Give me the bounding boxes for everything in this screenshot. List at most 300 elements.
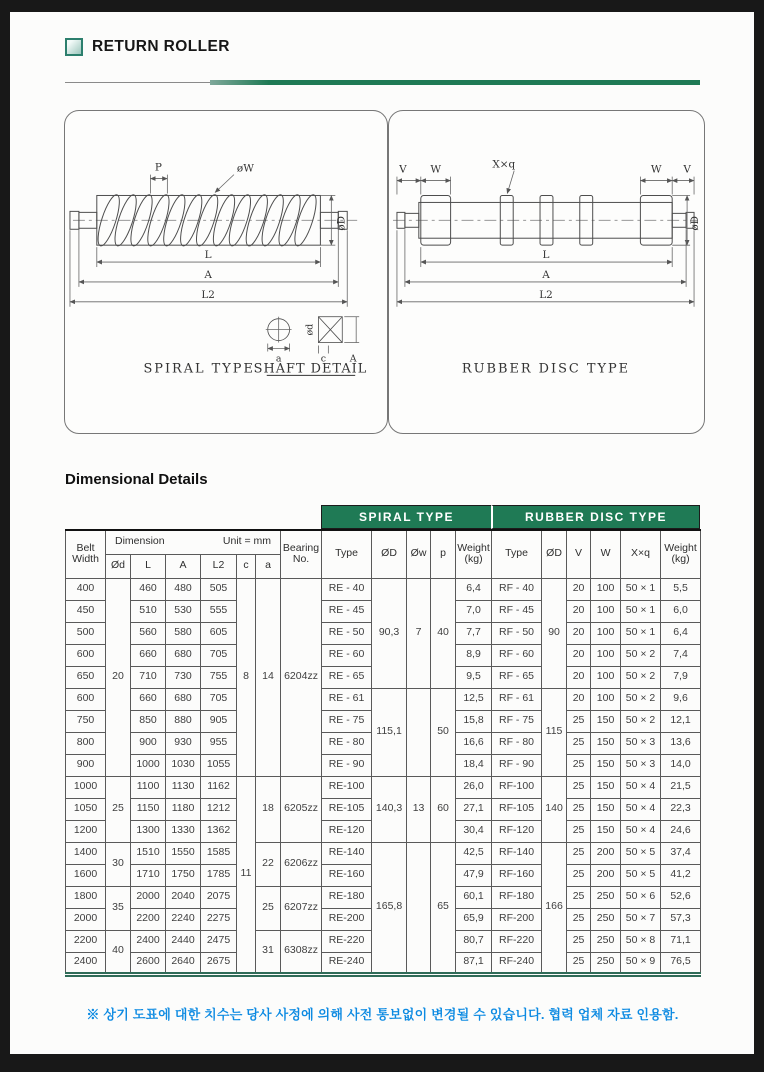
dim-label-v-right: V bbox=[683, 163, 691, 176]
section-bullet-icon bbox=[65, 38, 83, 56]
table-cell: 530 bbox=[166, 600, 201, 622]
table-cell: RF-180 bbox=[492, 886, 542, 908]
table-cell: 50 × 3 bbox=[621, 754, 661, 776]
table-cell: 1800 bbox=[66, 886, 106, 908]
table-cell: 25 bbox=[567, 930, 591, 952]
table-cell: RF - 61 bbox=[492, 688, 542, 710]
table-cell: 650 bbox=[66, 666, 106, 688]
table-cell: 880 bbox=[166, 710, 201, 732]
table-cell: 15,8 bbox=[456, 710, 492, 732]
table-cell: 955 bbox=[201, 732, 237, 754]
table-cell: 13 bbox=[407, 776, 431, 842]
table-cell: 680 bbox=[166, 644, 201, 666]
col-header-L: L bbox=[131, 554, 166, 578]
col-header-spiral-p: p bbox=[431, 530, 456, 578]
table-cell: 14,0 bbox=[661, 754, 701, 776]
table-cell: 65 bbox=[431, 842, 456, 974]
table-cell: 6,0 bbox=[661, 600, 701, 622]
band-rubber-type: RUBBER DISC TYPE bbox=[491, 505, 700, 529]
table-cell: RF-220 bbox=[492, 930, 542, 952]
table-cell: 8,9 bbox=[456, 644, 492, 666]
table-cell: 50 × 9 bbox=[621, 952, 661, 974]
table-cell: 555 bbox=[201, 600, 237, 622]
table-cell: 7 bbox=[407, 578, 431, 688]
dim-label-ow: øW bbox=[236, 162, 254, 175]
table-cell: 50 × 2 bbox=[621, 666, 661, 688]
table-cell: 22,3 bbox=[661, 798, 701, 820]
table-cell: 7,9 bbox=[661, 666, 701, 688]
table-cell: 710 bbox=[131, 666, 166, 688]
table-cell: 200 bbox=[591, 864, 621, 886]
table-cell: 1550 bbox=[166, 842, 201, 864]
table-cell: 730 bbox=[166, 666, 201, 688]
table-cell: 76,5 bbox=[661, 952, 701, 974]
col-header-rubber-xq: X×q bbox=[621, 530, 661, 578]
col-header-spiral-od: ØD bbox=[372, 530, 407, 578]
table-cell: 1000 bbox=[131, 754, 166, 776]
table-cell: RE - 65 bbox=[322, 666, 372, 688]
table-cell: 100 bbox=[591, 688, 621, 710]
table-cell: 5,5 bbox=[661, 578, 701, 600]
table-row bbox=[66, 578, 701, 600]
rubber-roller-drawing bbox=[389, 111, 702, 431]
table-cell: 605 bbox=[201, 622, 237, 644]
table-cell: 60,1 bbox=[456, 886, 492, 908]
table-cell: 27,1 bbox=[456, 798, 492, 820]
col-header-bearing-no bbox=[281, 530, 322, 578]
dim-label-a: A bbox=[204, 268, 212, 281]
table-cell: 2440 bbox=[166, 930, 201, 952]
table-cell: 150 bbox=[591, 776, 621, 798]
col-header-dimension-unit bbox=[106, 530, 281, 554]
col-header-rubber-type: Type bbox=[492, 530, 542, 578]
table-cell: 1130 bbox=[166, 776, 201, 798]
table-cell: 480 bbox=[166, 578, 201, 600]
table-cell: 26,0 bbox=[456, 776, 492, 798]
table-row bbox=[66, 842, 701, 864]
table-cell: RF - 90 bbox=[492, 754, 542, 776]
header-row-1 bbox=[66, 530, 701, 554]
table-cell: 25 bbox=[567, 754, 591, 776]
table-cell: 1212 bbox=[201, 798, 237, 820]
table-cell: 25 bbox=[567, 842, 591, 864]
table-cell: 680 bbox=[166, 688, 201, 710]
table-cell: 30,4 bbox=[456, 820, 492, 842]
table-cell: 50 × 4 bbox=[621, 798, 661, 820]
table-cell: 166 bbox=[542, 842, 567, 974]
table-cell: 16,6 bbox=[456, 732, 492, 754]
table-cell: 400 bbox=[66, 578, 106, 600]
table-cell: 50 × 1 bbox=[621, 600, 661, 622]
table-cell: 2240 bbox=[166, 908, 201, 930]
col-header-spiral-weight-label: Weight bbox=[457, 541, 490, 554]
col-header-rubber-w: W bbox=[591, 530, 621, 578]
table-cell: RE - 80 bbox=[322, 732, 372, 754]
table-cell: 57,3 bbox=[661, 908, 701, 930]
table-cell: 40 bbox=[106, 930, 131, 974]
table-cell: 50 × 2 bbox=[621, 710, 661, 732]
table-cell: 750 bbox=[66, 710, 106, 732]
dim-label-w-right: W bbox=[650, 163, 662, 176]
table-cell: 115 bbox=[542, 688, 567, 776]
catalog-page bbox=[10, 12, 754, 1054]
table-cell: 20 bbox=[567, 578, 591, 600]
table-cell: 14 bbox=[256, 578, 281, 776]
table-cell: 52,6 bbox=[661, 886, 701, 908]
table-cell: 1785 bbox=[201, 864, 237, 886]
table-cell: 6204zz bbox=[281, 578, 322, 776]
table-cell: 6205zz bbox=[281, 776, 322, 842]
col-header-c: c bbox=[237, 554, 256, 578]
table-cell: 705 bbox=[201, 688, 237, 710]
table-cell: 1180 bbox=[166, 798, 201, 820]
table-cell: 1055 bbox=[201, 754, 237, 776]
table-cell: 12,1 bbox=[661, 710, 701, 732]
table-cell: 6308zz bbox=[281, 930, 322, 974]
table-cell: 25 bbox=[256, 886, 281, 930]
table-cell: 25 bbox=[567, 864, 591, 886]
table-band bbox=[321, 505, 700, 529]
table-cell: RF - 45 bbox=[492, 600, 542, 622]
table-cell: 2040 bbox=[166, 886, 201, 908]
col-header-dimension: Dimension bbox=[115, 535, 165, 548]
table-cell: 20 bbox=[567, 600, 591, 622]
dim-label-a: A bbox=[542, 268, 550, 281]
table-cell: 2400 bbox=[66, 952, 106, 974]
footnote: ※ 상기 도표에 대한 치수는 당사 사정에 의해 사전 통보없이 변경될 수 있습니다. 협력 업체 자료 인용함. bbox=[86, 1007, 679, 1022]
table-cell: RE-100 bbox=[322, 776, 372, 798]
table-cell: RF - 40 bbox=[492, 578, 542, 600]
table-cell: RF - 75 bbox=[492, 710, 542, 732]
rubber-caption: RUBBER DISC TYPE bbox=[461, 361, 631, 377]
table-cell: 47,9 bbox=[456, 864, 492, 886]
table-cell: 6,4 bbox=[661, 622, 701, 644]
table-row bbox=[66, 688, 701, 710]
dim-label-l2: L2 bbox=[201, 288, 215, 301]
table-cell: RF - 65 bbox=[492, 666, 542, 688]
table-cell: 1050 bbox=[66, 798, 106, 820]
table-cell: 2000 bbox=[131, 886, 166, 908]
table-cell: 250 bbox=[591, 908, 621, 930]
table-cell: 900 bbox=[66, 754, 106, 776]
table-cell: 705 bbox=[201, 644, 237, 666]
table-cell: RF-120 bbox=[492, 820, 542, 842]
table-cell: 250 bbox=[591, 930, 621, 952]
table-cell: 1300 bbox=[131, 820, 166, 842]
table-cell: 50 × 2 bbox=[621, 688, 661, 710]
table-cell: 460 bbox=[131, 578, 166, 600]
table-cell: 150 bbox=[591, 754, 621, 776]
table-cell: 150 bbox=[591, 798, 621, 820]
table-cell: 80,7 bbox=[456, 930, 492, 952]
col-header-rubber-weight-unit: (kg) bbox=[671, 553, 690, 566]
table-cell: 850 bbox=[131, 710, 166, 732]
table-cell: RE - 40 bbox=[322, 578, 372, 600]
table-cell: RE - 45 bbox=[322, 600, 372, 622]
table-cell: 25 bbox=[567, 710, 591, 732]
table-cell: 1150 bbox=[131, 798, 166, 820]
table-cell: 65,9 bbox=[456, 908, 492, 930]
table-cell: RF-160 bbox=[492, 864, 542, 886]
table-cell: 1710 bbox=[131, 864, 166, 886]
table-cell: 50 × 2 bbox=[621, 644, 661, 666]
dim-label-l2: L2 bbox=[539, 288, 553, 301]
table-cell: 20 bbox=[106, 578, 131, 776]
table-cell: RF - 80 bbox=[492, 732, 542, 754]
table-cell: 1750 bbox=[166, 864, 201, 886]
col-header-unit: Unit = mm bbox=[222, 535, 272, 548]
col-header-rubber-od: ØD bbox=[542, 530, 567, 578]
col-header-od-shaft: Ød bbox=[106, 554, 131, 578]
table-cell: RF - 60 bbox=[492, 644, 542, 666]
table-cell: RE - 50 bbox=[322, 622, 372, 644]
table-cell: 660 bbox=[131, 644, 166, 666]
table-cell: RE - 75 bbox=[322, 710, 372, 732]
dim-label-od: øD bbox=[689, 215, 702, 231]
table-cell: RE-240 bbox=[322, 952, 372, 974]
table-cell: 37,4 bbox=[661, 842, 701, 864]
col-header-rubber-v: V bbox=[567, 530, 591, 578]
table-cell: 150 bbox=[591, 820, 621, 842]
table-cell: 2675 bbox=[201, 952, 237, 974]
table-cell: 140 bbox=[542, 776, 567, 842]
table-cell: 1000 bbox=[66, 776, 106, 798]
table-cell: 50 × 6 bbox=[621, 886, 661, 908]
dim-label-xq: X×q bbox=[492, 158, 516, 171]
table-cell: 6206zz bbox=[281, 842, 322, 886]
table-cell: 6207zz bbox=[281, 886, 322, 930]
table-cell: 140,3 bbox=[372, 776, 407, 842]
table-cell: 25 bbox=[567, 820, 591, 842]
table-cell: 1200 bbox=[66, 820, 106, 842]
table-cell: RF-240 bbox=[492, 952, 542, 974]
table-cell: 50 × 7 bbox=[621, 908, 661, 930]
table-cell: 6,4 bbox=[456, 578, 492, 600]
col-header-no: No. bbox=[292, 553, 310, 566]
table-cell: RE-160 bbox=[322, 864, 372, 886]
table-cell: 580 bbox=[166, 622, 201, 644]
table-cell: 2640 bbox=[166, 952, 201, 974]
table-cell: 905 bbox=[201, 710, 237, 732]
table-cell: 87,1 bbox=[456, 952, 492, 974]
col-header-a: a bbox=[256, 554, 281, 578]
dim-label-od: øD bbox=[335, 215, 348, 231]
table-cell: 24,6 bbox=[661, 820, 701, 842]
table-cell: 2275 bbox=[201, 908, 237, 930]
table-cell: 1510 bbox=[131, 842, 166, 864]
table-cell: 100 bbox=[591, 622, 621, 644]
table-cell: 8 bbox=[237, 578, 256, 776]
page-header bbox=[65, 38, 230, 56]
table-cell: RE-180 bbox=[322, 886, 372, 908]
page-title: RETURN ROLLER bbox=[92, 38, 230, 55]
table-cell: 510 bbox=[131, 600, 166, 622]
col-header-rubber-weight bbox=[661, 530, 701, 578]
table-cell: 12,5 bbox=[456, 688, 492, 710]
table-cell: 150 bbox=[591, 732, 621, 754]
table-cell: 7,7 bbox=[456, 622, 492, 644]
table-cell: 200 bbox=[591, 842, 621, 864]
table-cell: 50 × 8 bbox=[621, 930, 661, 952]
table-cell: 50 × 5 bbox=[621, 842, 661, 864]
col-header-belt-width bbox=[66, 530, 106, 578]
table-cell: 71,1 bbox=[661, 930, 701, 952]
table-cell: 2075 bbox=[201, 886, 237, 908]
table-cell: 11 bbox=[237, 776, 256, 974]
dim-label-v-left: V bbox=[399, 163, 407, 176]
table-cell: 1030 bbox=[166, 754, 201, 776]
header-rule-green-bar bbox=[210, 80, 700, 85]
table-cell: 25 bbox=[567, 952, 591, 974]
table-cell: 25 bbox=[106, 776, 131, 842]
table-cell: 115,1 bbox=[372, 688, 407, 776]
table-cell: 50 × 4 bbox=[621, 820, 661, 842]
table-cell: 100 bbox=[591, 578, 621, 600]
table-cell: 755 bbox=[201, 666, 237, 688]
table-cell: 20 bbox=[567, 622, 591, 644]
table-cell: 1600 bbox=[66, 864, 106, 886]
table-cell: 2200 bbox=[66, 930, 106, 952]
table-cell: RF - 50 bbox=[492, 622, 542, 644]
table-cell: RE-105 bbox=[322, 798, 372, 820]
table-cell: 20 bbox=[567, 688, 591, 710]
table-cell: 1400 bbox=[66, 842, 106, 864]
table-cell: 20 bbox=[567, 644, 591, 666]
shaft-label-A: A bbox=[349, 353, 357, 365]
table-cell: RE-120 bbox=[322, 820, 372, 842]
table-cell: 9,5 bbox=[456, 666, 492, 688]
table-cell: RF-100 bbox=[492, 776, 542, 798]
table-cell: 1162 bbox=[201, 776, 237, 798]
shaft-label-d: ød bbox=[304, 323, 316, 336]
table-cell: 2000 bbox=[66, 908, 106, 930]
table-cell: 20 bbox=[567, 666, 591, 688]
col-header-spiral-type: Type bbox=[322, 530, 372, 578]
table-cell: RE-200 bbox=[322, 908, 372, 930]
table-cell: 40 bbox=[431, 578, 456, 688]
col-header-spiral-ow: Øw bbox=[407, 530, 431, 578]
table-cell: 50 × 4 bbox=[621, 776, 661, 798]
table-cell: 22 bbox=[256, 842, 281, 886]
dim-label-w-left: W bbox=[430, 163, 442, 176]
table-cell: RF-140 bbox=[492, 842, 542, 864]
shaft-label-c: c bbox=[320, 353, 327, 365]
table-cell: 1330 bbox=[166, 820, 201, 842]
table-cell: 31 bbox=[256, 930, 281, 974]
table-cell: RE-220 bbox=[322, 930, 372, 952]
table-cell: 250 bbox=[591, 886, 621, 908]
table-cell: 560 bbox=[131, 622, 166, 644]
table-cell: 450 bbox=[66, 600, 106, 622]
table-cell: 930 bbox=[166, 732, 201, 754]
spiral-roller-drawing bbox=[65, 111, 385, 431]
table-row bbox=[66, 776, 701, 798]
dimension-table bbox=[65, 529, 701, 977]
table-cell: 42,5 bbox=[456, 842, 492, 864]
table-cell: 25 bbox=[567, 776, 591, 798]
col-header-bearing: Bearing bbox=[282, 541, 320, 554]
dim-label-l: L bbox=[204, 249, 212, 262]
table-cell: 18,4 bbox=[456, 754, 492, 776]
table-cell: 2475 bbox=[201, 930, 237, 952]
table-cell: 505 bbox=[201, 578, 237, 600]
table-cell: 25 bbox=[567, 798, 591, 820]
table-cell: 100 bbox=[591, 644, 621, 666]
table-cell: 9,6 bbox=[661, 688, 701, 710]
table-cell: 500 bbox=[66, 622, 106, 644]
table-cell: 1100 bbox=[131, 776, 166, 798]
table-cell: 90,3 bbox=[372, 578, 407, 688]
col-header-A: A bbox=[166, 554, 201, 578]
header-rule-line bbox=[65, 82, 225, 83]
table-cell: RF-200 bbox=[492, 908, 542, 930]
col-header-width: Width bbox=[72, 553, 99, 566]
col-header-spiral-weight bbox=[456, 530, 492, 578]
col-header-belt: Belt bbox=[76, 541, 95, 554]
table-cell: 800 bbox=[66, 732, 106, 754]
table-cell: 100 bbox=[591, 600, 621, 622]
table-cell: 2600 bbox=[131, 952, 166, 974]
table-cell: 50 × 1 bbox=[621, 622, 661, 644]
table-cell: RE - 60 bbox=[322, 644, 372, 666]
table-cell: 60 bbox=[431, 776, 456, 842]
header-rule bbox=[65, 78, 700, 86]
table-cell: 2200 bbox=[131, 908, 166, 930]
table-cell: 2400 bbox=[131, 930, 166, 952]
table-cell: RF-105 bbox=[492, 798, 542, 820]
table-cell: 25 bbox=[567, 886, 591, 908]
table-cell: 30 bbox=[106, 842, 131, 886]
table-cell: 50 × 1 bbox=[621, 578, 661, 600]
table-cell: 1585 bbox=[201, 842, 237, 864]
table-cell: 1362 bbox=[201, 820, 237, 842]
table-cell: 7,0 bbox=[456, 600, 492, 622]
table-cell: 25 bbox=[567, 908, 591, 930]
table-cell: 150 bbox=[591, 710, 621, 732]
dim-label-p: P bbox=[154, 161, 162, 174]
shaft-detail-caption: SHAFT DETAIL bbox=[253, 361, 368, 377]
table-cell: 13,6 bbox=[661, 732, 701, 754]
table-cell: 21,5 bbox=[661, 776, 701, 798]
table-cell: 50 × 3 bbox=[621, 732, 661, 754]
table-cell: 250 bbox=[591, 952, 621, 974]
table-cell: 90 bbox=[542, 578, 567, 688]
table-cell: 18 bbox=[256, 776, 281, 842]
table-cell: 50 bbox=[431, 688, 456, 776]
table-cell: 100 bbox=[591, 666, 621, 688]
shaft-label-a: a bbox=[275, 353, 282, 365]
table-cell: RE - 61 bbox=[322, 688, 372, 710]
table-cell: 600 bbox=[66, 688, 106, 710]
table-cell: 50 × 5 bbox=[621, 864, 661, 886]
spiral-caption: SPIRAL TYPE bbox=[143, 361, 255, 377]
band-spiral-type: SPIRAL TYPE bbox=[321, 505, 491, 529]
table-cell bbox=[407, 688, 431, 776]
table-cell: 35 bbox=[106, 886, 131, 930]
col-header-L2: L2 bbox=[201, 554, 237, 578]
col-header-spiral-weight-unit: (kg) bbox=[464, 553, 483, 566]
spiral-diagram-box bbox=[64, 110, 388, 434]
section-heading: Dimensional Details bbox=[65, 471, 208, 488]
table-cell: 660 bbox=[131, 688, 166, 710]
table-cell: RE-140 bbox=[322, 842, 372, 864]
rubber-diagram-box bbox=[388, 110, 705, 434]
table-cell: 600 bbox=[66, 644, 106, 666]
col-header-rubber-weight-label: Weight bbox=[664, 541, 697, 554]
table-cell: 41,2 bbox=[661, 864, 701, 886]
table-cell bbox=[407, 842, 431, 974]
dim-label-l: L bbox=[542, 249, 550, 262]
